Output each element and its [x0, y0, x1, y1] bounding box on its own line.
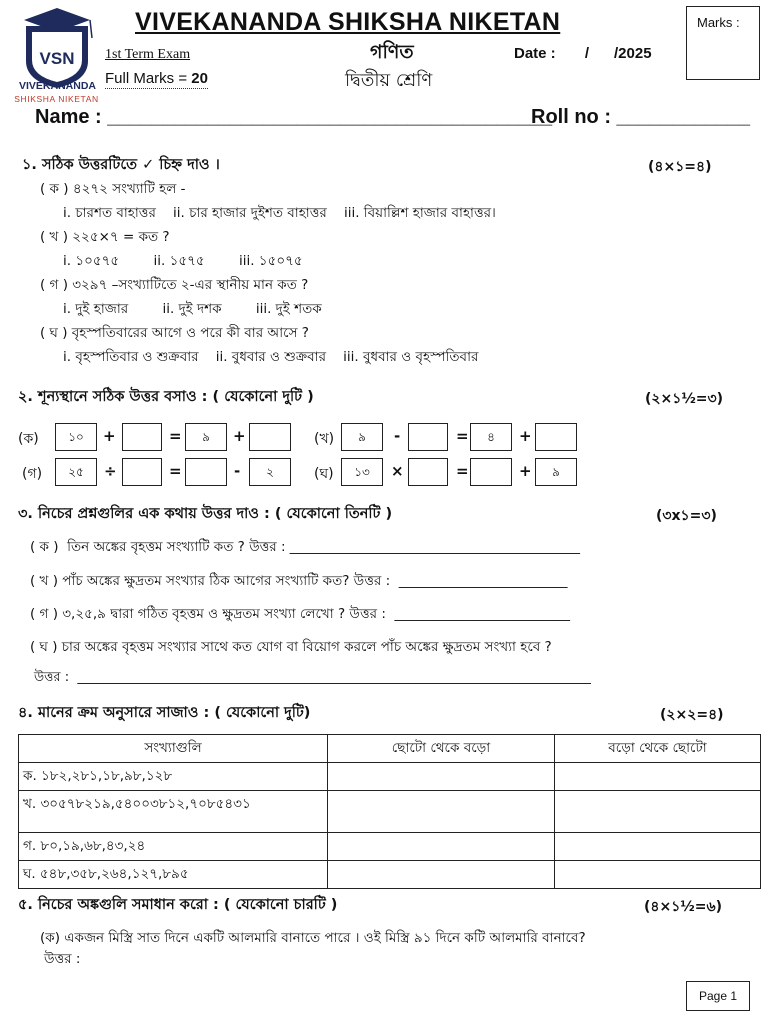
table-header: বড়ো থেকে ছোটো: [555, 735, 761, 763]
table-row-label: খ. ৩০৫৭৮২১৯,৫৪০০৩৮১২,৭০৮৫৪৩১: [19, 791, 328, 833]
q5-marks: (৪×১½=৬): [644, 899, 723, 915]
q4-title: ৪. মানের ক্রম অনুসারে সাজাও : ( যেকোনো দুটি): [18, 705, 311, 721]
logo-initials: VSN: [39, 49, 75, 68]
term: 1st Term Exam: [105, 47, 191, 62]
q2-blank[interactable]: [249, 423, 291, 451]
q3-line: ( ঘ ) চার অঙ্কের বৃহত্তম সংখ্যার সাথে কত যোগ বা বিয়োগ করলে পাঁচ অঙ্কের ক্ষুদ্রতম সংখ্যা হবে ?: [30, 639, 552, 655]
q2-marks: (২×১½=৩): [645, 391, 724, 407]
q2-title: ২. শূন্যস্থানে সঠিক উত্তর বসাও : ( যেকোনো দুটি ): [18, 389, 314, 405]
table-header: ছোটো থেকে বড়ো: [328, 735, 555, 763]
q2-blank[interactable]: [535, 423, 577, 451]
q2-op: ÷: [104, 462, 117, 480]
school-name: VIVEKANANDA SHIKSHA NIKETAN: [135, 8, 561, 36]
q2-blank[interactable]: [122, 458, 162, 486]
date: Date : / /2025: [514, 45, 652, 62]
name-field: Name : ________________________________________: [35, 106, 553, 128]
q2-op: =: [456, 462, 469, 480]
answer-cell[interactable]: [555, 833, 761, 861]
full-marks: Full Marks = 20: [105, 70, 208, 87]
logo-line2: SHIKSHA NIKETAN: [14, 94, 99, 104]
q2-blank[interactable]: [408, 423, 448, 451]
q2-box: ৯: [535, 458, 577, 486]
q2-box: ৯: [341, 423, 383, 451]
q1-line: i. দুই হাজার ii. দুই দশক iii. দুই শতক: [63, 301, 322, 317]
q2-blank[interactable]: [185, 458, 227, 486]
marks-label: Marks :: [697, 15, 740, 30]
marks-box: [686, 6, 760, 80]
answer-cell[interactable]: [328, 791, 555, 833]
q5-line: (ক) একজন মিস্ত্রি সাত দিনে একটি আলমারি বানাতে পারে । ওই মিস্ত্রি ৯১ দিনে কটি আলমারি বানাবে?: [40, 930, 586, 946]
q5-title: ৫. নিচের অঙ্কগুলি সমাধান করো : ( যেকোনো চারটি ): [18, 897, 338, 913]
q1-line: ( গ ) ৩২৯৭ –সংখ্যাটিতে ২-এর স্থানীয় মান কত ?: [40, 277, 309, 293]
answer-cell[interactable]: [328, 763, 555, 791]
q2-label: (গ): [22, 466, 43, 482]
q1-line: ( ক ) ৪২৭২ সংখ্যাটি হল -: [40, 181, 186, 197]
q2-label: (ক): [18, 431, 39, 447]
answer-cell[interactable]: [555, 763, 761, 791]
q2-op: -: [234, 462, 241, 480]
school-logo: [10, 6, 105, 106]
q2-box: ১০: [55, 423, 97, 451]
q3-title: ৩. নিচের প্রশ্নগুলির এক কথায় উত্তর দাও : ( যেকোনো তিনটি ): [18, 506, 393, 522]
q2-op: +: [519, 462, 532, 480]
ordering-table: [18, 734, 761, 889]
q3-marks: (৩x১=৩): [656, 508, 717, 524]
q3-line: ( খ ) পাঁচ অঙ্কের ক্ষুদ্রতম সংখ্যার ঠিক আগের সংখ্যাটি কত? উত্তর : _________________________: [30, 573, 568, 589]
table-row-label: গ. ৮০,১৯,৬৮,৪৩,২৪: [19, 833, 328, 861]
q1-line: ( ঘ ) বৃহস্পতিবারের আগে ও পরে কী বার আসে ?: [40, 325, 309, 341]
q1-line: i. ১০৫৭৫ ii. ১৫৭৫ iii. ১৫০৭৫: [63, 253, 303, 269]
q3-answer-line: উত্তর : _______________________________________________________________________________: [34, 670, 591, 685]
q2-box: ২৫: [55, 458, 97, 486]
q2-box: ১৩: [341, 458, 383, 486]
table-header: সংখ্যাগুলি: [19, 735, 328, 763]
answer-cell[interactable]: [328, 833, 555, 861]
q2-label: (ঘ): [314, 466, 334, 482]
q2-op: ×: [391, 462, 404, 480]
page-number: Page 1: [686, 981, 750, 1011]
q1-title: ১. সঠিক উত্তরটিতে ✓ চিহ্ন দাও ।: [22, 157, 220, 173]
logo-line1: VIVEKANANDA: [18, 80, 96, 92]
class: দ্বিতীয় শ্রেণি: [345, 70, 433, 91]
table-row-label: ক. ১৮২,২৮১,১৮,৯৮,১২৮: [19, 763, 328, 791]
q2-op: +: [233, 427, 246, 445]
q3-line: ( ক ) তিন অঙ্কের বৃহত্তম সংখ্যাটি কত ? উত্তর : ___________________________________________: [30, 539, 581, 555]
q1-line: i. বৃহস্পতিবার ও শুক্রবার ii. বুধবার ও শুক্রবার iii. বুধবার ও বৃহস্পতিবার: [63, 349, 479, 365]
answer-cell[interactable]: [555, 791, 761, 833]
q2-op: =: [456, 427, 469, 445]
q3-line: ( গ ) ৩,২৫,৯ দ্বারা গঠিত বৃহত্তম ও ক্ষুদ্রতম সংখ্যা লেখো ? উত্তর : __________________________: [30, 606, 570, 622]
subject: গণিত: [370, 41, 414, 63]
q2-blank[interactable]: [470, 458, 512, 486]
q2-box: ৪: [470, 423, 512, 451]
q1-line: i. চারশত বাহাত্তর ii. চার হাজার দুইশত বাহাত্তর iii. বিয়াল্লিশ হাজার বাহাত্তর।: [63, 205, 496, 221]
q2-op: =: [169, 462, 182, 480]
q2-label: (খ): [314, 431, 335, 447]
q2-blank[interactable]: [408, 458, 448, 486]
table-row-label: ঘ. ৫৪৮,৩৫৮,২৬৪,১২৭,৮৯৫: [19, 861, 328, 889]
q4-marks: (২×২=৪): [660, 707, 724, 723]
roll-field: Roll no : ____________: [531, 106, 751, 128]
q2-op: -: [394, 427, 401, 445]
q2-blank[interactable]: [122, 423, 162, 451]
q2-op: +: [103, 427, 116, 445]
q1-line: ( খ ) ২২৫×৭ = কত ?: [40, 229, 170, 245]
q2-op: =: [169, 427, 182, 445]
answer-cell[interactable]: [555, 861, 761, 889]
q5-answer: উত্তর :: [44, 951, 81, 967]
q2-op: +: [519, 427, 532, 445]
answer-cell[interactable]: [328, 861, 555, 889]
q1-marks: (৪×১=৪): [648, 159, 712, 175]
q2-box: ৯: [185, 423, 227, 451]
q2-box: ২: [249, 458, 291, 486]
